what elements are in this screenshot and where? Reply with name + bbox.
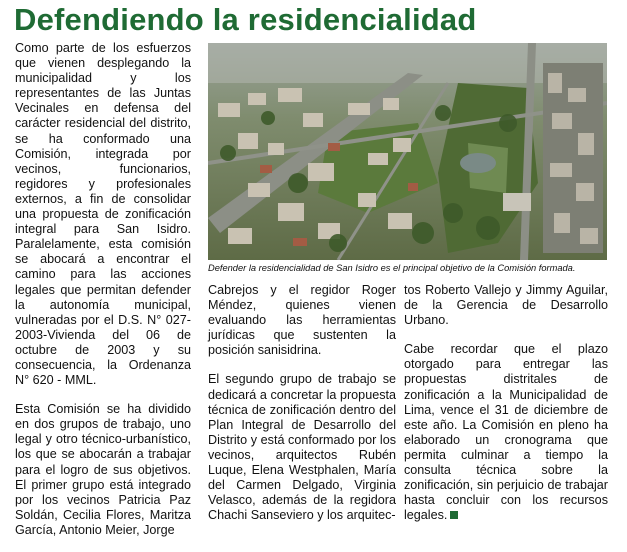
col3-paragraph-2-text: Cabe recordar que el plazo otorgado para entregar las propuestas distritales de zonificación a la Municipalidad de Lima, vence el 31 de diciembre de este año. La Comisión en pleno ha elaborado un cronograma que permita culminar a tiempo la consulta técnica sobre la zonificación, sin perjuicio de trabajar hasta concluir con los recursos legales. — [404, 342, 608, 523]
col3-paragraph-1: tos Roberto Vallejo y Jimmy Aguilar, de la Gerencia de Desarrollo Urbano. — [404, 283, 608, 328]
article-title: Defendiendo la residencialidad — [14, 2, 477, 37]
col1-paragraph-2: Esta Comisión se ha dividido en dos grupos de trabajo, uno legal y otro técnico-urbanístico, los que se abocarán a trabajar para el logro de sus objetivos. El primer grupo está integrado por los vecinos Patricia Paz Soldán, Cecilia Flores, Maritza García, Antonio Meier, Jorge — [15, 402, 191, 537]
aerial-city-photo-icon — [208, 43, 607, 260]
col2-paragraph-2: El segundo grupo de trabajo se dedicará a concretar la propuesta técnica de zonificación dentro del Plan Integral de Desarrollo del Distrito y está conformado por los vecinos, arquitectos Rubén Luque, Elena Westphalen, María del Carmen Delgado, Virginia Velasco, además de la regidora Chachi Sanseviero y los arquitec- — [208, 372, 396, 523]
column-3 — [404, 283, 608, 537]
col1-paragraph-1: Como parte de los esfuerzos que vienen desplegando la municipalidad y los representantes de las Juntas Vecinales en defensa del carácter residencial del distrito, se ha conformado una Comisión, integrada por vecinos, funcionarios, regidores y profesionales externos, a fin de consolidar una propuesta de zonificación integral para San Isidro. Paralelamente, esta comisión se abocará a encontrar el camino para las acciones legales que permitan defender la autonomía municipal, vulneradas por el D.S. N° 027-2003-Vivienda del 06 de octubre de 2003 y su consecuencia, la Ordenanza N° 620 - MML. — [15, 41, 191, 388]
col2-paragraph-1: Cabrejos y el regidor Roger Méndez, quienes vienen evaluando las herramientas jurídicas que sustenten la posición sanisidrina. — [208, 283, 396, 358]
photo-caption: Defender la residencialidad de San Isidro es el principal objetivo de la Comisión formada. — [208, 263, 576, 273]
column-1 — [15, 41, 191, 552]
end-mark-icon — [450, 511, 458, 519]
col3-paragraph-2 — [404, 342, 608, 523]
column-2 — [208, 283, 396, 537]
